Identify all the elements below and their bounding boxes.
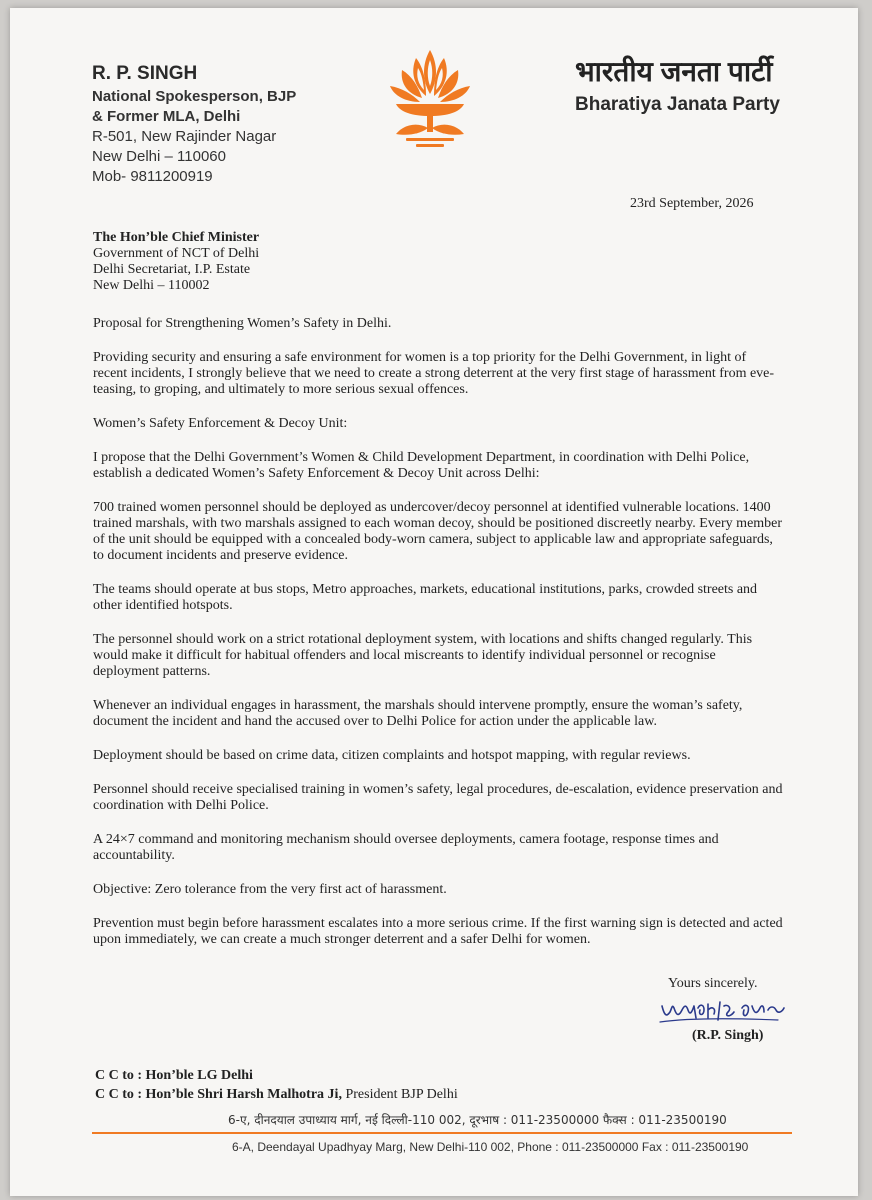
party-heading <box>575 52 780 116</box>
letter-page <box>10 8 858 1196</box>
sender-name: R. P. SINGH <box>92 63 198 84</box>
recipient-line-2: Delhi Secretariat, I.P. Estate <box>93 262 251 277</box>
recipient-line-3: New Delhi – 110002 <box>93 278 210 293</box>
handwritten-signature-icon <box>658 998 788 1026</box>
letter-date: 23rd September, 2026 <box>630 196 754 211</box>
paragraph-deployment: Deployment should be based on crime data, citizen complaints and hotspot mapping, with regular reviews. <box>93 748 691 763</box>
footer-divider <box>92 1132 792 1134</box>
signatory-name: (R.P. Singh) <box>692 1028 764 1043</box>
recipient-line-1: Government of NCT of Delhi <box>93 246 260 261</box>
paragraph-proposal: I propose that the Delhi Government’s Women & Child Development Department, in coordination with Delhi Police, establish a dedicated Women’s Safety Enforcement & Decoy Unit across Delhi: <box>93 450 750 481</box>
paragraph-command: A 24×7 command and monitoring mechanism should oversee deployments, camera footage, response times and accountability. <box>93 832 719 863</box>
lotus-logo-icon <box>382 46 478 150</box>
sender-title-1: National Spokesperson, BJP <box>92 88 297 105</box>
cc-block <box>95 1066 458 1104</box>
sender-address-2: New Delhi – 110060 <box>92 148 226 165</box>
paragraph-prevention: Prevention must begin before harassment escalates into a more serious crime. If the first warning sign is detected and acted upon immediately, we can create a much stronger deterrent and a safer Delhi for women. <box>93 916 783 947</box>
recipient-block <box>93 230 259 294</box>
cc-line-2-role: President BJP Delhi <box>341 1087 458 1102</box>
footer-address-hindi: 6-ए, दीनदयाल उपाध्याय मार्ग, नई दिल्ली-110 002, दूरभाष : 011-23500000 फैक्स : 011-23500190 <box>228 1113 727 1127</box>
sender-address-1: R-501, New Rajinder Nagar <box>92 128 277 145</box>
footer-address-english: 6-A, Deendayal Upadhyay Marg, New Delhi-110 002, Phone : 011-23500000 Fax : 011-23500190 <box>232 1140 749 1154</box>
paragraph-intervention: Whenever an individual engages in harassment, the marshals should intervene promptly, ensure the woman’s safety, document the incident and hand the accused over to Delhi Police for action under the applicable law. <box>93 698 743 729</box>
sender-block <box>92 63 296 187</box>
objective-line: Objective: Zero tolerance from the very first act of harassment. <box>93 882 447 897</box>
paragraph-intro: Providing security and ensuring a safe environment for women is a top priority for the Delhi Government, in light of recent incidents, I strongly believe that we need to create a strong deterrent at the very first stage of harassment from eve-teasing, to groping, and ultimately to more serious sexual offences. <box>93 350 775 397</box>
party-name-hindi: भारतीय जनता पार्टी <box>575 56 773 87</box>
party-name-english: Bharatiya Janata Party <box>575 94 780 115</box>
cc-line-2-recipient: C C to : Hon’ble Shri Harsh Malhotra Ji, <box>95 1087 342 1102</box>
cc-line-2 <box>95 1085 458 1104</box>
paragraph-locations: The teams should operate at bus stops, Metro approaches, markets, educational institutions, parks, crowded streets and other identified hotspots. <box>93 582 758 613</box>
paragraph-rotation: The personnel should work on a strict rotational deployment system, with locations and shifts changed regularly. This would make it difficult for habitual offenders and local miscreants to identify individual personnel or recognise deployment patterns. <box>93 632 753 679</box>
closing-salutation: Yours sincerely. <box>668 976 758 991</box>
paragraph-personnel: 700 trained women personnel should be deployed as undercover/decoy personnel at identified vulnerable locations. 1400 trained marshals, with two marshals assigned to each woman decoy, should be positioned discreetly nearby. Every member of the unit should be equipped with a concealed body-worn camera, subject to applicable law and appropriate safeguards, to document incidents and preserve evidence. <box>93 500 783 563</box>
recipient-title: The Hon’ble Chief Minister <box>93 230 260 245</box>
section-heading: Women’s Safety Enforcement & Decoy Unit: <box>93 416 348 431</box>
sender-mobile: Mob- 9811200919 <box>92 168 213 185</box>
letter-body <box>93 316 783 966</box>
paragraph-training: Personnel should receive specialised training in women’s safety, legal procedures, de-escalation, evidence preservation and coordination with Delhi Police. <box>93 782 783 813</box>
sender-title-2: & Former MLA, Delhi <box>92 108 241 125</box>
subject-line: Proposal for Strengthening Women’s Safety in Delhi. <box>93 316 392 331</box>
cc-line-1: C C to : Hon’ble LG Delhi <box>95 1068 253 1083</box>
